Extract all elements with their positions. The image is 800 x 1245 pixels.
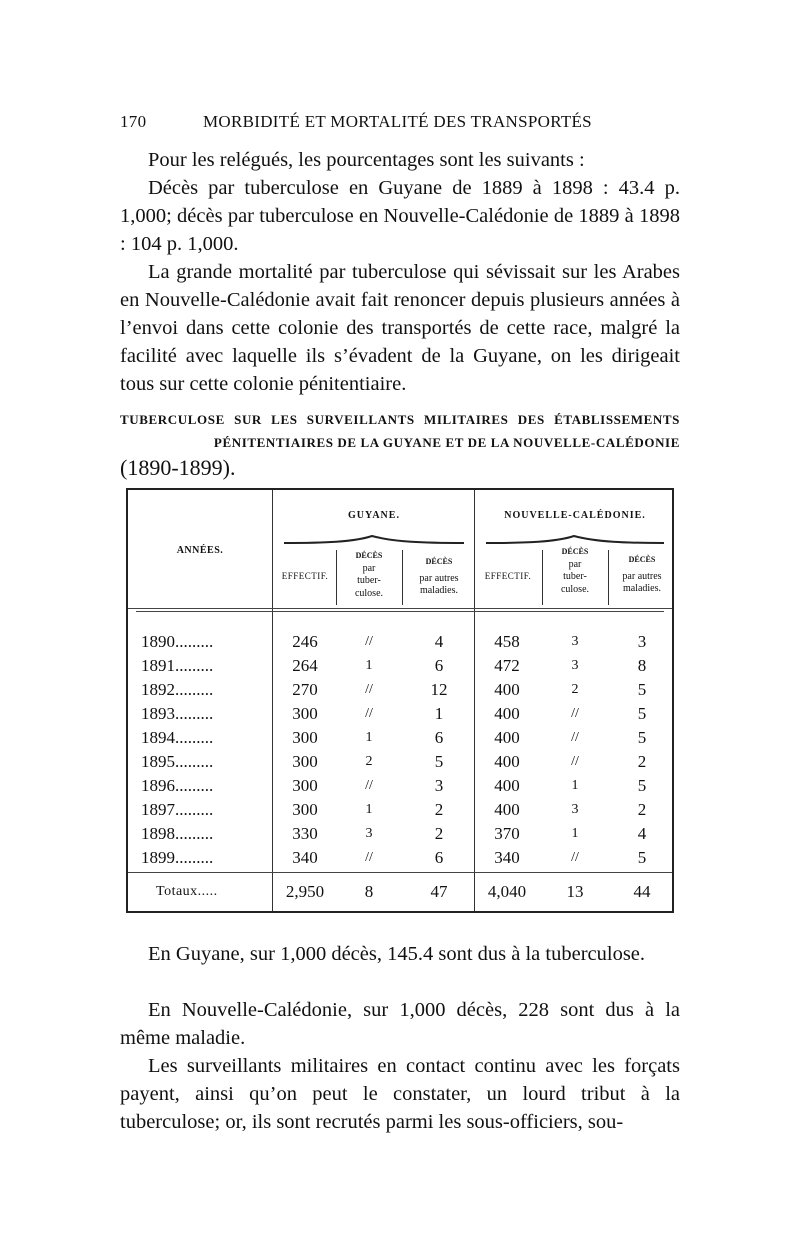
totals-rule [128,872,672,873]
guyane-effectif: 246 [292,632,318,651]
guyane-effectif: 300 [292,752,318,771]
header-annees: ANNÉES. [176,545,224,556]
row-year: 1894......... [141,728,214,747]
guyane-effectif: 300 [292,704,318,723]
guyane-deces-autres: 6 [434,728,444,747]
caption-line-2: PÉNITENTIAIRES DE LA GUYANE ET DE LA NOUVELLE-CALÉDONIE [213,435,680,450]
nc-deces-autres: 3 [637,632,647,651]
guyane-effectif: 300 [292,728,318,747]
nc-deces-tuberculose: 3 [571,802,579,817]
guyane-deces-autres: 5 [434,752,444,771]
table-row [128,846,672,870]
nc-deces-autres: 5 [637,848,647,867]
nc-deces-tuberculose: // [571,850,579,865]
table-row [128,654,672,678]
nc-deces-tuberculose: // [571,730,579,745]
guyane-effectif-total: 2,950 [285,882,325,901]
brace-guyane [284,534,464,544]
row-year: 1899......... [141,848,214,867]
guyane-deces-tuberculose-total: 8 [364,882,374,901]
nc-effectif: 370 [494,824,520,843]
guyane-effectif: 264 [292,656,318,675]
paragraph-nc-rate: En Nouvelle-Calédonie, sur 1,000 décès, 228 sont dus à la même maladie. [120,999,680,1049]
row-year: 1897......... [141,800,214,819]
nc-deces-tuberculose: 1 [571,778,579,793]
guyane-effectif: 300 [292,776,318,795]
tuberculosis-table [126,488,674,913]
nc-effectif: 400 [494,752,520,771]
guyane-deces-autres: 1 [434,704,444,723]
row-year: 1892......... [141,680,214,699]
nc-deces-tuberculose: // [571,706,579,721]
guyane-deces-autres-total: 47 [430,882,448,901]
nc-deces-autres: 4 [637,824,647,843]
guyane-effectif: 270 [292,680,318,699]
col-divider [542,550,543,605]
guyane-deces-autres: 6 [434,656,444,675]
chapter-title: MORBIDITÉ ET MORTALITÉ DES TRANSPORTÉS [203,112,592,131]
group-guyane: GUYANE. [348,510,400,521]
row-year: 1893......... [141,704,214,723]
guyane-deces-autres: 6 [434,848,444,867]
row-year: 1895......... [141,752,214,771]
table-row [128,798,672,822]
table-row [128,774,672,798]
nc-effectif: 458 [494,632,520,651]
nc-deces-tuberculose: 3 [571,658,579,673]
guyane-deces-tuberculose: 1 [365,658,373,673]
paragraph-surveillants: Les surveillants militaires en contact continu avec les forçats payent, ainsi qu’on peut le constater, un lourd tribut à la tuberculose; or, ils sont recrutés parmi les sous-officiers, sou- [120,1055,680,1133]
guyane-deces-autres: 3 [434,776,444,795]
nc-effectif: 400 [494,680,520,699]
table-row [128,750,672,774]
nc-deces-autres: 2 [637,800,647,819]
nc-deces-tuberculose: 3 [571,634,579,649]
caption-years: (1890-1899). [120,455,236,480]
page-number: 170 [120,112,147,131]
nc-effectif-total: 4,040 [487,882,527,901]
nc-deces-autres-total: 44 [633,882,651,901]
guyane-deces-tuberculose: // [365,682,373,697]
table-caption [120,408,680,479]
nc-deces-autres: 2 [637,752,647,771]
nc-deces-autres: 5 [637,704,647,723]
guyane-deces-tuberculose: // [365,634,373,649]
nc-effectif: 400 [494,704,520,723]
caption-line-1: TUBERCULOSE SUR LES SURVEILLANTS MILITAIRES DES ÉTABLISSEMENTS [120,412,680,427]
guyane-deces-tuberculose: 1 [365,730,373,745]
totals-row [128,880,672,904]
guyane-deces-tuberculose: 1 [365,802,373,817]
brace-nouvelle-caledonie [486,534,664,544]
guyane-deces-autres: 4 [434,632,444,651]
nc-deces-autres: 5 [637,776,647,795]
col-divider [608,550,609,605]
paragraph-deces: Décès par tuberculose en Guyane de 1889 à 1898 : 43.4 p. 1,000; décès par tuberculose en Nouvelle-Calédonie de 1889 à 1898 : 104 p. 1,000. [120,177,680,255]
nc-deces-tuberculose: // [571,754,579,769]
nc-deces-autres: 8 [637,656,647,675]
header-rule [128,608,672,609]
guyane-deces-tuberculose: // [365,778,373,793]
paragraph-guyane-rate: En Guyane, sur 1,000 décès, 145.4 sont dus à la tuberculose. [148,943,646,965]
row-year: 1890......... [141,632,214,651]
guyane-effectif: 300 [292,800,318,819]
guyane-deces-autres: 12 [430,680,448,699]
nc-effectif: 400 [494,776,520,795]
nc-effectif: 340 [494,848,520,867]
nc-deces-autres: 5 [637,680,647,699]
nc-deces-tuberculose: 2 [571,682,579,697]
running-head [120,112,680,140]
header-effectif-nc: EFFECTIF. [484,571,532,581]
col-divider [402,550,403,605]
row-year: 1898......... [141,824,214,843]
header-deces-autres-nc: DÉCÈS par autres maladies. [622,555,662,594]
guyane-deces-tuberculose: // [365,706,373,721]
nc-effectif: 400 [494,728,520,747]
guyane-deces-autres: 2 [434,800,444,819]
header-deces-autres-guyane: DÉCÈS par autres maladies. [419,557,459,596]
totals-label: Totaux..... [156,884,218,899]
nc-deces-autres: 5 [637,728,647,747]
row-year: 1891......... [141,656,214,675]
table-row [128,726,672,750]
row-year: 1896......... [141,776,214,795]
guyane-deces-tuberculose: 2 [365,754,373,769]
nc-effectif: 472 [494,656,520,675]
nc-deces-tuberculose-total: 13 [566,882,584,901]
guyane-deces-tuberculose: 3 [365,826,373,841]
guyane-deces-tuberculose: // [365,850,373,865]
guyane-effectif: 330 [292,824,318,843]
paragraph-arabes: La grande mortalité par tuberculose qui sévissait sur les Arabes en Nouvelle-Calédonie avait fait renoncer depuis plusieurs années à l’envoi dans cette colonie des transportés de cette race, malgré la facilité avec laquelle ils s’évadent de la Guyane, on les dirigeait tous sur cette colonie pénitentiaire. [120,261,680,395]
nc-effectif: 400 [494,800,520,819]
table-row [128,630,672,654]
col-divider [336,550,337,605]
header-effectif-guyane: EFFECTIF. [281,571,329,581]
header-deces-tuberculose-nc: DÉCÈS par tuber- culose. [560,547,590,595]
header-deces-tuberculose-guyane: DÉCÈS par tuber- culose. [354,551,384,599]
paragraph-releg: Pour les relégués, les pourcentages sont les suivants : [148,149,585,171]
guyane-deces-autres: 2 [434,824,444,843]
group-nouvelle-caledonie: NOUVELLE-CALÉDONIE. [504,510,646,521]
guyane-effectif: 340 [292,848,318,867]
table-row [128,822,672,846]
table-row [128,702,672,726]
header-rule [136,611,664,612]
table-row [128,678,672,702]
nc-deces-tuberculose: 1 [571,826,579,841]
